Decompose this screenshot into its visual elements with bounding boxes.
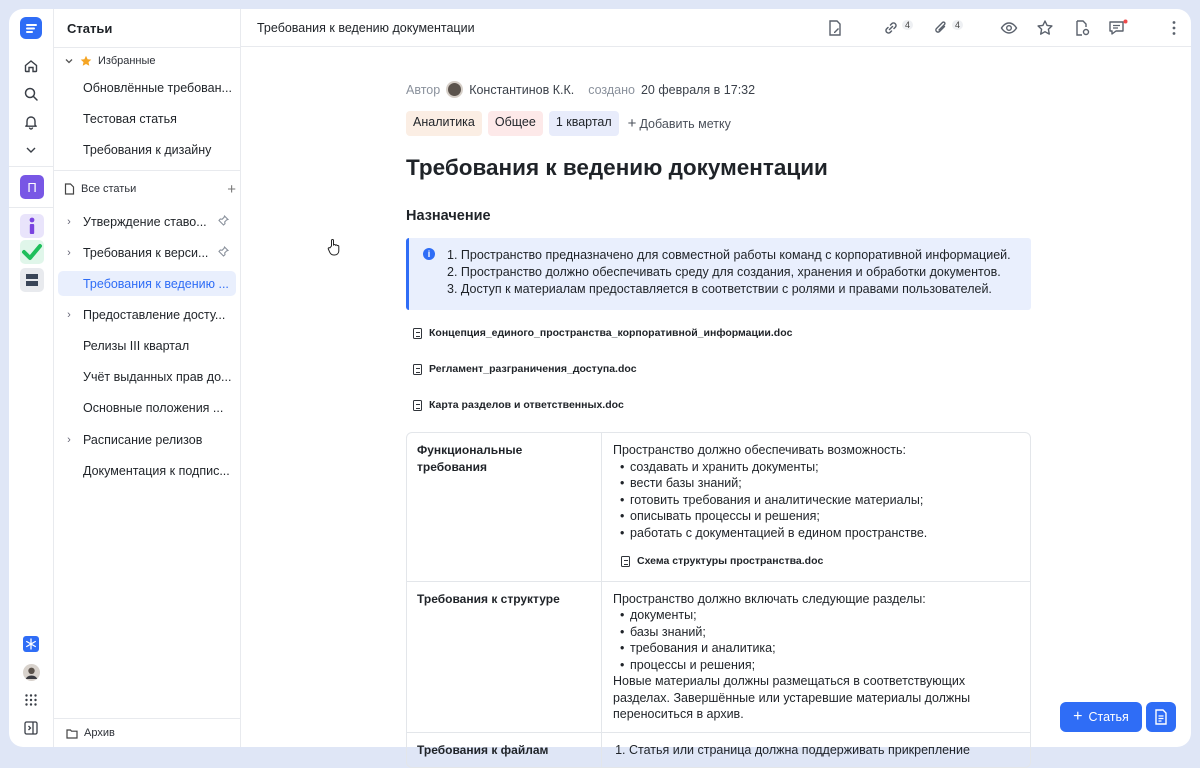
created-date: 20 февраля в 17:32	[640, 82, 756, 97]
favorite-item[interactable]: Требования к дизайну	[83, 142, 212, 157]
table-value-cell: Пространство должно обеспечивать возможность: • создавать и хранить документы; • вести базы знаний; • готовить требования и аналитические материалы; • описывать процессы и решения; • работать с документацией в едином пространстве. Схема структуры пространства.doc	[602, 433, 1030, 581]
chevron-down-icon[interactable]	[20, 139, 42, 161]
header-title: Требования к ведению документации	[257, 21, 475, 35]
favorites-section[interactable]	[64, 52, 156, 70]
chevron-right-icon[interactable]: ›	[67, 308, 71, 321]
plus-icon: +	[1073, 708, 1083, 725]
add-article-icon[interactable]: +	[227, 180, 236, 198]
author-avatar[interactable]	[446, 81, 463, 98]
add-tag-button[interactable]: + Добавить метку	[627, 115, 731, 132]
all-articles-section[interactable]	[64, 180, 236, 198]
table-value-cell: Пространство должно включать следующие разделы: • документы; • базы знаний; • требования и аналитика; • процессы и решения; Новые материалы должны размещаться в соответствующих разделах. Завершённые или устаревшие материалы должны переноситься в архив.	[602, 581, 1030, 732]
info-callout: i 1. Пространство предназначено для совместной работы команд с корпоративной информацией. 2. Пространство должно обеспечивать среду для создания, хранения и обработки документов. 3. Доступ к материалам предоставляется в соответствии с ролями и правами пользователей.	[406, 238, 1031, 310]
edit-icon[interactable]	[826, 17, 844, 39]
paperclip-icon	[932, 19, 950, 37]
apps-grid-icon[interactable]	[20, 689, 42, 711]
favorite-item[interactable]: Обновлённые требован...	[83, 80, 232, 95]
app-window	[9, 9, 1191, 757]
file-icon	[413, 328, 422, 339]
links-count: 4	[902, 20, 913, 30]
collapse-panel-icon[interactable]	[20, 717, 42, 739]
sidebar-item[interactable]: › Предоставление досту...	[58, 302, 236, 327]
search-icon[interactable]	[20, 83, 42, 105]
mouse-cursor-icon	[327, 238, 341, 259]
star-icon	[80, 55, 92, 67]
chevron-down-icon	[64, 56, 74, 66]
space-check-icon[interactable]	[20, 240, 44, 264]
file-icon	[413, 400, 422, 411]
new-article-button[interactable]: + Статья	[1060, 702, 1142, 732]
sidebar-item[interactable]: › Расписание релизов	[58, 427, 236, 452]
comments-icon[interactable]	[1108, 17, 1128, 39]
eye-icon[interactable]	[1000, 17, 1018, 39]
space-layout-icon[interactable]	[20, 268, 44, 292]
snowflake-icon[interactable]	[20, 633, 42, 655]
info-icon: i	[423, 248, 435, 260]
plus-icon: +	[627, 115, 637, 132]
sidebar-title: Статьи	[67, 21, 113, 36]
app-rail	[9, 9, 54, 747]
link-icon	[882, 19, 900, 37]
app-logo-icon[interactable]	[20, 17, 42, 39]
file-attachment[interactable]: Регламент_разграничения_доступа.doc	[413, 363, 637, 375]
file-icon	[413, 364, 422, 375]
pin-icon[interactable]	[218, 215, 236, 229]
article-content	[241, 48, 1191, 757]
space-info-icon[interactable]	[20, 214, 44, 238]
sidebar-item[interactable]: › Требования к верси...	[58, 240, 236, 265]
sidebar-item[interactable]: Документация к подпис...	[83, 463, 230, 478]
articles-sidebar	[54, 9, 241, 747]
section-heading: Назначение	[406, 208, 491, 224]
archive-link[interactable]: Архив	[66, 727, 115, 739]
document-icon	[1154, 709, 1168, 725]
table-row	[407, 581, 1030, 732]
star-icon[interactable]	[1036, 17, 1054, 39]
document-settings-icon[interactable]	[1073, 17, 1091, 39]
author-name[interactable]: Константинов К.К.	[469, 82, 575, 97]
tag-chip[interactable]: Аналитика	[406, 111, 482, 136]
bell-icon[interactable]	[20, 111, 42, 133]
chevron-right-icon[interactable]: ›	[67, 215, 71, 228]
user-avatar[interactable]	[20, 661, 42, 683]
pin-icon[interactable]	[218, 246, 236, 260]
article-meta: Автор Константинов К.К. создано 20 февраля в 17:32	[406, 82, 756, 97]
file-attachment[interactable]: Карта разделов и ответственных.doc	[413, 399, 624, 411]
table-key-cell: Требования к файлам	[407, 732, 602, 768]
home-icon[interactable]	[20, 55, 42, 77]
tag-chip[interactable]: 1 квартал	[549, 111, 619, 136]
document-outline-button[interactable]	[1146, 702, 1176, 732]
sidebar-item[interactable]: Основные положения ...	[83, 400, 224, 415]
favorite-item[interactable]: Тестовая статья	[83, 111, 177, 126]
table-row	[407, 732, 1030, 768]
article-title: Требования к ведению документации	[406, 155, 828, 180]
sidebar-item[interactable]: Учёт выданных прав до...	[83, 369, 232, 384]
folder-icon	[66, 728, 78, 739]
page-header	[241, 9, 1191, 47]
table-key-cell: Требования к структуре	[407, 581, 602, 732]
attachments-button[interactable]	[932, 17, 963, 39]
attachments-count: 4	[952, 20, 963, 30]
sidebar-item[interactable]: Релизы III квартал	[83, 338, 190, 353]
table-row	[407, 433, 1030, 581]
table-key-cell: Функциональные требования	[407, 433, 602, 581]
document-icon	[64, 183, 75, 195]
file-attachment[interactable]: Схема структуры пространства.doc	[621, 553, 1020, 570]
table-value-cell: 1. Статья или страница должна поддерживать прикрепление	[602, 732, 1030, 768]
tag-chip[interactable]: Общее	[488, 111, 543, 136]
all-articles-label: Все статьи	[81, 183, 137, 195]
chevron-right-icon[interactable]: ›	[67, 246, 71, 259]
file-icon	[621, 556, 630, 567]
sidebar-item[interactable]: › Утверждение ставо...	[58, 209, 236, 234]
sidebar-item-active[interactable]: Требования к ведению ...	[58, 271, 236, 296]
file-attachment[interactable]: Концепция_единого_пространства_корпоративной_информации.doc	[413, 327, 792, 339]
requirements-table	[406, 432, 1031, 768]
links-button[interactable]	[882, 17, 913, 39]
favorites-label: Избранные	[98, 55, 156, 67]
space-avatar-p[interactable]: П	[20, 175, 44, 199]
chevron-right-icon[interactable]: ›	[67, 433, 71, 446]
tags-row	[406, 111, 734, 136]
more-options-icon[interactable]	[1165, 17, 1183, 39]
